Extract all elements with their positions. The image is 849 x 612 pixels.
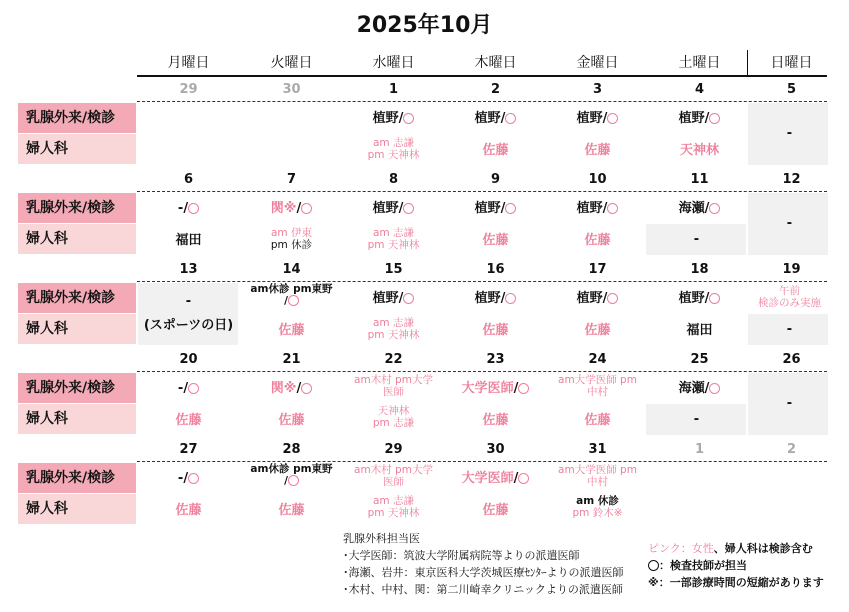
doctor-name: 海瀬 xyxy=(678,381,705,396)
week-separator xyxy=(137,461,827,462)
row-label-gyn: 婦人科 xyxy=(18,134,136,164)
notes-block xyxy=(343,530,624,598)
date-cell: 22 xyxy=(384,352,403,367)
row-label-breast: 乳腺外来/検診 xyxy=(18,103,136,133)
circle-icon xyxy=(607,113,618,124)
closed-dash: - xyxy=(786,396,793,411)
weekday-fri: 金曜日 xyxy=(576,55,619,71)
gyn-cell: 佐藤 xyxy=(482,233,509,248)
row-label-breast: 乳腺外来/検診 xyxy=(18,193,136,223)
date-cell: 16 xyxy=(486,262,505,277)
week-separator xyxy=(137,101,827,102)
date-cell: 11 xyxy=(690,172,709,187)
date-cell: 18 xyxy=(690,262,709,277)
date-cell: 15 xyxy=(384,262,403,277)
breast-cell: 大学医師/ xyxy=(444,471,547,486)
date-cell: 10 xyxy=(588,172,607,187)
doctor-name: 関※ xyxy=(270,381,297,396)
breast-cell: am大学医師 pm 中村 xyxy=(558,464,637,488)
date-cell: 1 xyxy=(694,442,705,457)
circle-icon xyxy=(288,475,299,486)
breast-cell: -/ xyxy=(137,471,240,486)
date-cell: 29 xyxy=(179,82,198,97)
breast-cell: 植野/ xyxy=(546,201,649,216)
circle-icon xyxy=(505,203,516,214)
row-label-gyn: 婦人科 xyxy=(18,314,136,344)
gyn-cell: 天神林 xyxy=(679,143,719,158)
doctor-name: 植野 xyxy=(474,291,501,306)
circle-icon xyxy=(188,383,199,394)
breast-cell: 植野/ xyxy=(444,201,547,216)
breast-cell: 植野/ xyxy=(546,111,649,126)
date-cell: 1 xyxy=(388,82,399,97)
gyn-cell: 佐藤 xyxy=(175,413,202,428)
date-cell: 23 xyxy=(486,352,505,367)
page-title: 2025年10月 xyxy=(356,13,493,38)
week-separator xyxy=(137,371,827,372)
date-cell: 5 xyxy=(786,82,797,97)
circle-icon xyxy=(518,383,529,394)
doctor-name: 植野 xyxy=(372,111,399,126)
circle-icon xyxy=(709,383,720,394)
gyn-cell: 佐藤 xyxy=(482,413,509,428)
closed-dash: - xyxy=(185,294,192,309)
breast-cell: 植野/ xyxy=(342,111,445,126)
date-cell: 21 xyxy=(282,352,301,367)
holiday-label: (スポーツの日) xyxy=(143,318,234,333)
gyn-cell: 佐藤 xyxy=(584,323,611,338)
gyn-cell: am 志謙 pm 天神林 xyxy=(367,317,420,341)
date-cell: 30 xyxy=(486,442,505,457)
gyn-cell: 福田 xyxy=(175,233,202,248)
date-cell: 8 xyxy=(388,172,399,187)
weekday-mon: 月曜日 xyxy=(167,55,210,71)
breast-cell: 午前 検診のみ実施 xyxy=(758,285,821,309)
week-separator xyxy=(137,191,827,192)
gyn-cell: 佐藤 xyxy=(584,143,611,158)
weekday-wed: 水曜日 xyxy=(372,55,415,71)
circle-icon xyxy=(403,293,414,304)
circle-icon xyxy=(648,560,659,571)
date-cell: 24 xyxy=(588,352,607,367)
legend-note: ※：一部診療時間の短縮があります xyxy=(648,576,824,589)
circle-icon xyxy=(188,203,199,214)
doctor-name: 大学医師 xyxy=(461,381,514,396)
doctor-name: 植野 xyxy=(576,201,603,216)
legend-pink: ピンク：女性、婦人科は検診含む xyxy=(648,542,813,555)
breast-cell: -/ xyxy=(137,201,240,216)
closed-dash: - xyxy=(693,232,700,247)
circle-icon xyxy=(403,113,414,124)
breast-cell: -/ xyxy=(137,381,240,396)
date-cell: 29 xyxy=(384,442,403,457)
date-cell: 27 xyxy=(179,442,198,457)
gyn-cell: 佐藤 xyxy=(584,413,611,428)
row-label-breast: 乳腺外来/検診 xyxy=(18,463,136,493)
date-cell: 31 xyxy=(588,442,607,457)
breast-cell: am休診 pm東野 / xyxy=(250,463,333,487)
circle-icon xyxy=(607,203,618,214)
date-cell: 13 xyxy=(179,262,198,277)
doctor-name: 植野 xyxy=(576,111,603,126)
breast-cell: am大学医師 pm 中村 xyxy=(558,374,637,398)
circle-icon xyxy=(301,383,312,394)
circle-icon xyxy=(607,293,618,304)
header-rule xyxy=(137,75,827,77)
gyn-cell: 佐藤 xyxy=(584,233,611,248)
circle-icon xyxy=(505,113,516,124)
breast-cell: 関※/ xyxy=(240,201,343,216)
row-label-gyn: 婦人科 xyxy=(18,494,136,524)
gyn-cell: am 志謙 pm 天神林 xyxy=(367,137,420,161)
doctor-name: 植野 xyxy=(372,291,399,306)
doctor-name: 海瀬 xyxy=(678,201,705,216)
note-line: 乳腺外科担当医 xyxy=(343,532,420,545)
date-cell: 19 xyxy=(782,262,801,277)
date-cell: 3 xyxy=(592,82,603,97)
breast-cell: am木村 pm大学 医師 xyxy=(354,374,433,398)
doctor-name: 関※ xyxy=(270,201,297,216)
closed-dash: - xyxy=(786,126,793,141)
date-cell: 12 xyxy=(782,172,801,187)
gyn-cell: 天神林 pm 志謙 xyxy=(372,405,415,429)
gyn-cell: 佐藤 xyxy=(482,323,509,338)
weekday-thu: 木曜日 xyxy=(474,55,517,71)
gyn-cell: 佐藤 xyxy=(482,143,509,158)
circle-icon xyxy=(709,113,720,124)
row-label-gyn: 婦人科 xyxy=(18,404,136,434)
breast-cell: 植野/ xyxy=(546,291,649,306)
circle-icon xyxy=(288,295,299,306)
legend-block xyxy=(648,540,824,591)
breast-cell: 植野/ xyxy=(444,111,547,126)
gyn-cell: 福田 xyxy=(686,323,713,338)
date-cell: 25 xyxy=(690,352,709,367)
breast-cell: 植野/ xyxy=(342,291,445,306)
breast-cell: 海瀬/ xyxy=(648,201,751,216)
circle-icon xyxy=(505,293,516,304)
sun-divider xyxy=(747,50,748,76)
date-cell: 9 xyxy=(490,172,501,187)
date-cell: 14 xyxy=(282,262,301,277)
weekday-tue: 火曜日 xyxy=(270,55,313,71)
doctor-name: 植野 xyxy=(678,111,705,126)
breast-cell: 植野/ xyxy=(648,111,751,126)
breast-cell: 海瀬/ xyxy=(648,381,751,396)
date-cell: 2 xyxy=(490,82,501,97)
note-line: ･海瀬、岩井：東京医科大学茨城医療ｾﾝﾀｰよりの派遣医師 xyxy=(343,566,624,579)
breast-cell: 関※/ xyxy=(240,381,343,396)
doctor-name: 植野 xyxy=(474,111,501,126)
breast-cell: 植野/ xyxy=(648,291,751,306)
weekday-sat: 土曜日 xyxy=(678,55,721,71)
circle-icon xyxy=(403,203,414,214)
closed-dash: - xyxy=(786,216,793,231)
legend-circle: ：検査技師が担当 xyxy=(648,557,824,574)
doctor-name: 植野 xyxy=(372,201,399,216)
row-label-gyn: 婦人科 xyxy=(18,224,136,254)
date-cell: 26 xyxy=(782,352,801,367)
date-cell: 17 xyxy=(588,262,607,277)
closed-dash: - xyxy=(786,322,793,337)
gyn-cell: am 志謙 pm 天神林 xyxy=(367,227,420,251)
gyn-cell: am 休診 pm 鈴木※ xyxy=(572,495,623,519)
breast-cell: 植野/ xyxy=(444,291,547,306)
gyn-cell: 佐藤 xyxy=(278,323,305,338)
gyn-cell: am 志謙 pm 天神林 xyxy=(367,495,420,519)
breast-cell: am木村 pm大学 医師 xyxy=(354,464,433,488)
date-cell: 20 xyxy=(179,352,198,367)
closed-dash: - xyxy=(693,412,700,427)
date-cell: 28 xyxy=(282,442,301,457)
row-label-breast: 乳腺外来/検診 xyxy=(18,283,136,313)
row-label-breast: 乳腺外来/検診 xyxy=(18,373,136,403)
date-cell: 6 xyxy=(183,172,194,187)
circle-icon xyxy=(301,203,312,214)
breast-cell: 植野/ xyxy=(342,201,445,216)
date-cell: 2 xyxy=(786,442,797,457)
doctor-name: 植野 xyxy=(474,201,501,216)
doctor-name: 植野 xyxy=(576,291,603,306)
doctor-name: 大学医師 xyxy=(461,471,514,486)
closed-cell xyxy=(138,283,238,345)
gyn-cell: 佐藤 xyxy=(278,413,305,428)
circle-icon xyxy=(709,293,720,304)
doctor-name: 植野 xyxy=(678,291,705,306)
breast-cell: am休診 pm東野 / xyxy=(250,283,333,307)
gyn-cell: 佐藤 xyxy=(482,503,509,518)
gyn-cell: 佐藤 xyxy=(175,503,202,518)
breast-cell: 大学医師/ xyxy=(444,381,547,396)
weekday-sun: 日曜日 xyxy=(770,55,813,71)
circle-icon xyxy=(188,473,199,484)
circle-icon xyxy=(709,203,720,214)
date-cell: 30 xyxy=(282,82,301,97)
gyn-cell: 佐藤 xyxy=(278,503,305,518)
note-line: ･大学医師：筑波大学附属病院等よりの派遣医師 xyxy=(343,549,580,562)
date-cell: 7 xyxy=(286,172,297,187)
gyn-cell: am 伊東 pm 休診 xyxy=(270,227,313,251)
circle-icon xyxy=(518,473,529,484)
date-cell: 4 xyxy=(694,82,705,97)
week-separator xyxy=(137,281,827,282)
note-line: ･木村、中村、関：第二川崎幸クリニックよりの派遣医師 xyxy=(343,583,623,596)
